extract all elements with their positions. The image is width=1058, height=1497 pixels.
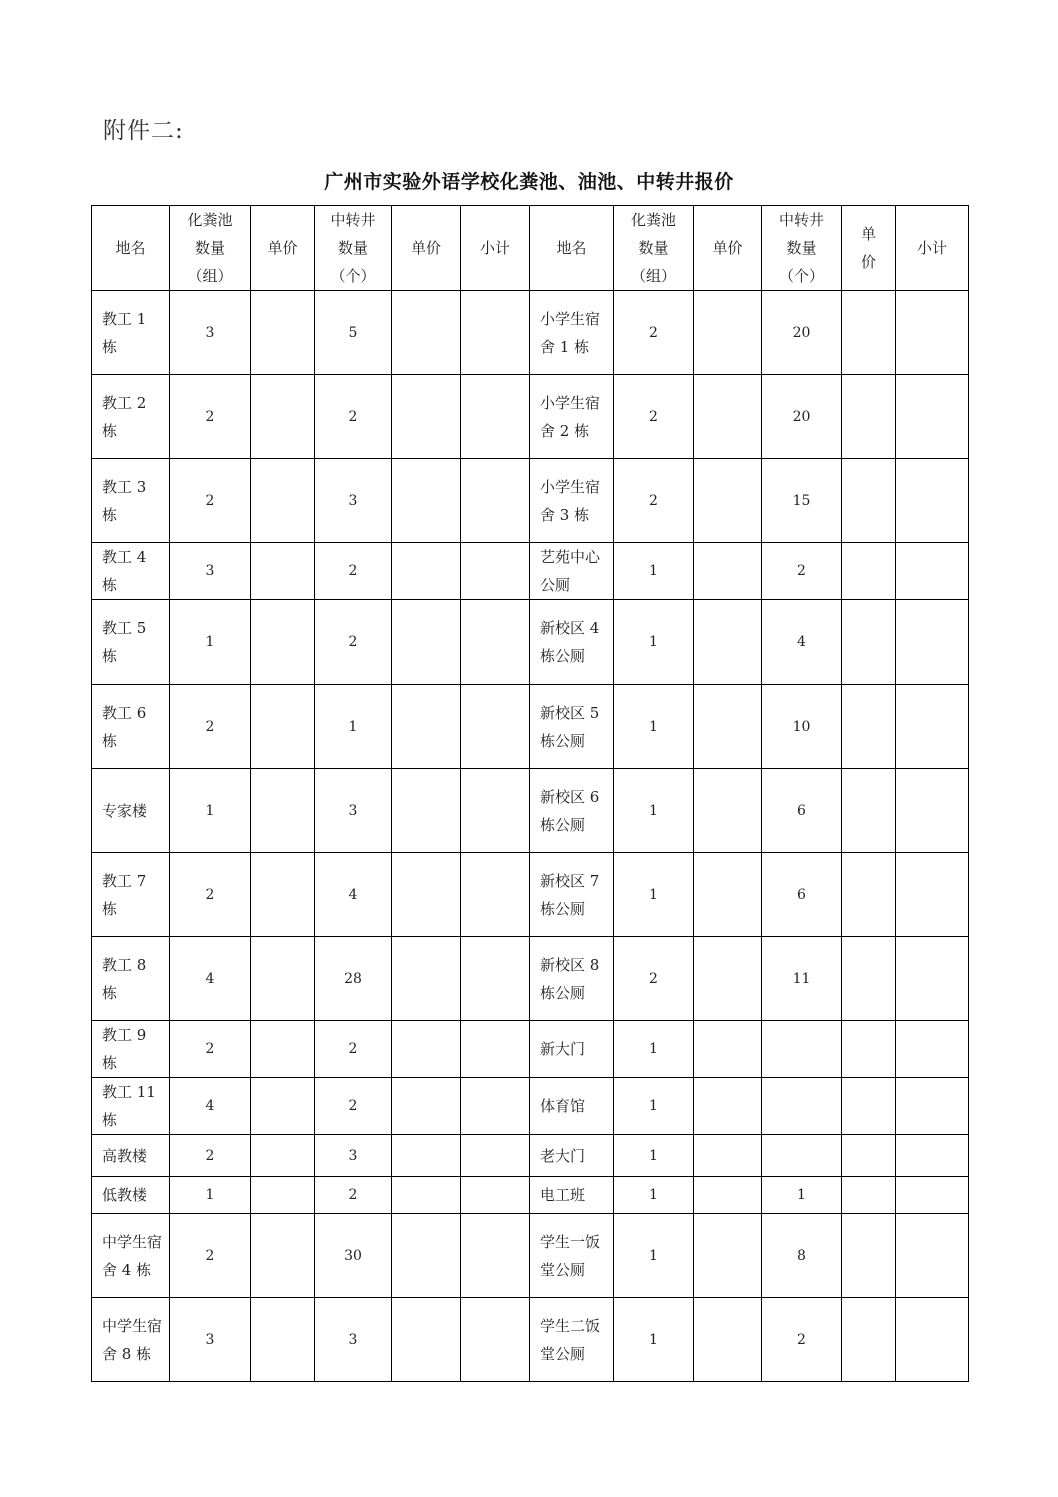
- unit-price-cell: [842, 1078, 896, 1135]
- place-name-right: 新校区 6 栋公厕: [530, 769, 614, 853]
- table-row: [92, 1298, 969, 1382]
- table-row: [92, 1078, 969, 1135]
- place-name-left: 中学生宿舍 8 栋: [92, 1298, 170, 1382]
- unit-price-cell: [694, 291, 762, 375]
- unit-price-cell: [694, 769, 762, 853]
- unit-price-cell: [842, 375, 896, 459]
- unit-price-cell: [842, 543, 896, 600]
- table-row: [92, 375, 969, 459]
- unit-price-cell: [251, 1214, 315, 1298]
- subtotal-cell: [896, 685, 969, 769]
- septic-qty-left: 4: [170, 937, 251, 1021]
- subtotal-cell: [461, 853, 530, 937]
- unit-price-cell: [694, 937, 762, 1021]
- transfer-qty-left: 3: [315, 1298, 392, 1382]
- unit-price-cell: [842, 1135, 896, 1177]
- unit-price-cell: [392, 459, 461, 543]
- unit-price-cell: [842, 1214, 896, 1298]
- unit-price-cell: [251, 1298, 315, 1382]
- header-transfer-qty-right: 中转井 数量 （个）: [762, 206, 842, 291]
- table-row: [92, 853, 969, 937]
- transfer-qty-left: 1: [315, 685, 392, 769]
- place-name-right: 小学生宿舍 2 栋: [530, 375, 614, 459]
- unit-price-cell: [251, 1135, 315, 1177]
- header-transfer-qty-left: 中转井 数量 （个）: [315, 206, 392, 291]
- header-septic-qty-right: 化粪池 数量 （组）: [614, 206, 694, 291]
- place-name-left: 专家楼: [92, 769, 170, 853]
- transfer-qty-right: 4: [762, 600, 842, 685]
- septic-qty-right: 1: [614, 1298, 694, 1382]
- unit-price-cell: [251, 769, 315, 853]
- transfer-qty-left: 3: [315, 769, 392, 853]
- subtotal-cell: [896, 937, 969, 1021]
- subtotal-cell: [896, 1298, 969, 1382]
- transfer-qty-left: 5: [315, 291, 392, 375]
- place-name-right: 新校区 7 栋公厕: [530, 853, 614, 937]
- unit-price-cell: [842, 1021, 896, 1078]
- transfer-qty-left: 2: [315, 1078, 392, 1135]
- subtotal-cell: [461, 600, 530, 685]
- septic-qty-left: 4: [170, 1078, 251, 1135]
- septic-qty-right: 2: [614, 459, 694, 543]
- transfer-qty-right: 11: [762, 937, 842, 1021]
- unit-price-cell: [392, 1021, 461, 1078]
- subtotal-cell: [896, 600, 969, 685]
- place-name-right: 老大门: [530, 1135, 614, 1177]
- place-name-left: 教工 4 栋: [92, 543, 170, 600]
- septic-qty-left: 2: [170, 1214, 251, 1298]
- subtotal-cell: [461, 1021, 530, 1078]
- transfer-qty-right: 6: [762, 853, 842, 937]
- document-title: 广州市实验外语学校化粪池、油池、中转井报价: [324, 171, 734, 193]
- table-row: [92, 543, 969, 600]
- table-row: [92, 1214, 969, 1298]
- unit-price-cell: [392, 685, 461, 769]
- table-row: [92, 1021, 969, 1078]
- subtotal-cell: [896, 291, 969, 375]
- place-name-left: 教工 7 栋: [92, 853, 170, 937]
- place-name-right: 小学生宿舍 3 栋: [530, 459, 614, 543]
- place-name-right: 体育馆: [530, 1078, 614, 1135]
- unit-price-cell: [251, 543, 315, 600]
- unit-price-cell: [392, 543, 461, 600]
- septic-qty-left: 2: [170, 375, 251, 459]
- unit-price-cell: [392, 1078, 461, 1135]
- subtotal-cell: [896, 1078, 969, 1135]
- unit-price-cell: [694, 375, 762, 459]
- unit-price-cell: [392, 853, 461, 937]
- septic-qty-left: 1: [170, 600, 251, 685]
- unit-price-cell: [392, 291, 461, 375]
- unit-price-cell: [694, 1021, 762, 1078]
- transfer-qty-left: 28: [315, 937, 392, 1021]
- header-unit-price-left-2: 单价: [392, 206, 461, 291]
- table-row: [92, 291, 969, 375]
- place-name-left: 高教楼: [92, 1135, 170, 1177]
- unit-price-cell: [392, 375, 461, 459]
- place-name-right: 新校区 8 栋公厕: [530, 937, 614, 1021]
- unit-price-cell: [251, 1078, 315, 1135]
- unit-price-cell: [842, 459, 896, 543]
- subtotal-cell: [461, 291, 530, 375]
- place-name-right: 学生二饭堂公厕: [530, 1298, 614, 1382]
- place-name-left: 教工 6 栋: [92, 685, 170, 769]
- subtotal-cell: [461, 685, 530, 769]
- place-name-left: 低教楼: [92, 1177, 170, 1214]
- transfer-qty-left: 2: [315, 600, 392, 685]
- subtotal-cell: [461, 1078, 530, 1135]
- unit-price-cell: [842, 685, 896, 769]
- unit-price-cell: [251, 459, 315, 543]
- header-unit-price-right-2: 单 价: [842, 206, 896, 291]
- header-unit-price-right-1: 单价: [694, 206, 762, 291]
- table-row: [92, 1177, 969, 1214]
- transfer-qty-left: 2: [315, 375, 392, 459]
- quotation-table: [91, 205, 969, 1382]
- transfer-qty-right: 1: [762, 1177, 842, 1214]
- septic-qty-left: 2: [170, 1135, 251, 1177]
- subtotal-cell: [896, 1135, 969, 1177]
- septic-qty-left: 1: [170, 769, 251, 853]
- transfer-qty-left: 30: [315, 1214, 392, 1298]
- place-name-right: 艺苑中心公厕: [530, 543, 614, 600]
- transfer-qty-left: 2: [315, 1177, 392, 1214]
- septic-qty-right: 2: [614, 291, 694, 375]
- subtotal-cell: [461, 1135, 530, 1177]
- subtotal-cell: [896, 1214, 969, 1298]
- transfer-qty-right: 20: [762, 291, 842, 375]
- unit-price-cell: [251, 685, 315, 769]
- septic-qty-right: 1: [614, 1177, 694, 1214]
- transfer-qty-right: [762, 1135, 842, 1177]
- unit-price-cell: [694, 1078, 762, 1135]
- septic-qty-right: 2: [614, 937, 694, 1021]
- table-row: [92, 459, 969, 543]
- unit-price-cell: [392, 1214, 461, 1298]
- unit-price-cell: [251, 1021, 315, 1078]
- unit-price-cell: [842, 1298, 896, 1382]
- transfer-qty-left: 2: [315, 1021, 392, 1078]
- septic-qty-right: 1: [614, 1078, 694, 1135]
- subtotal-cell: [461, 769, 530, 853]
- unit-price-cell: [842, 853, 896, 937]
- transfer-qty-right: 6: [762, 769, 842, 853]
- unit-price-cell: [251, 600, 315, 685]
- subtotal-cell: [896, 459, 969, 543]
- transfer-qty-right: [762, 1021, 842, 1078]
- header-row: [92, 206, 969, 291]
- subtotal-cell: [461, 459, 530, 543]
- septic-qty-left: 2: [170, 459, 251, 543]
- subtotal-cell: [896, 543, 969, 600]
- place-name-right: 电工班: [530, 1177, 614, 1214]
- unit-price-cell: [842, 291, 896, 375]
- transfer-qty-right: 2: [762, 543, 842, 600]
- subtotal-cell: [461, 375, 530, 459]
- unit-price-cell: [694, 1298, 762, 1382]
- place-name-right: 新校区 4 栋公厕: [530, 600, 614, 685]
- transfer-qty-right: 8: [762, 1214, 842, 1298]
- transfer-qty-left: 3: [315, 1135, 392, 1177]
- transfer-qty-left: 4: [315, 853, 392, 937]
- place-name-left: 教工 1 栋: [92, 291, 170, 375]
- unit-price-cell: [694, 1214, 762, 1298]
- unit-price-cell: [251, 1177, 315, 1214]
- septic-qty-left: 3: [170, 291, 251, 375]
- unit-price-cell: [842, 769, 896, 853]
- unit-price-cell: [392, 1298, 461, 1382]
- transfer-qty-right: [762, 1078, 842, 1135]
- unit-price-cell: [694, 1135, 762, 1177]
- unit-price-cell: [842, 1177, 896, 1214]
- place-name-right: 小学生宿舍 1 栋: [530, 291, 614, 375]
- place-name-left: 教工 2 栋: [92, 375, 170, 459]
- septic-qty-right: 1: [614, 1021, 694, 1078]
- table-row: [92, 1135, 969, 1177]
- attachment-label: 附件二:: [103, 118, 184, 144]
- place-name-left: 教工 5 栋: [92, 600, 170, 685]
- header-septic-qty-left: 化粪池 数量 （组）: [170, 206, 251, 291]
- unit-price-cell: [694, 600, 762, 685]
- unit-price-cell: [251, 937, 315, 1021]
- place-name-left: 教工 8 栋: [92, 937, 170, 1021]
- table-row: [92, 600, 969, 685]
- subtotal-cell: [896, 853, 969, 937]
- transfer-qty-left: 3: [315, 459, 392, 543]
- septic-qty-right: 1: [614, 685, 694, 769]
- transfer-qty-right: 10: [762, 685, 842, 769]
- transfer-qty-right: 2: [762, 1298, 842, 1382]
- septic-qty-left: 3: [170, 1298, 251, 1382]
- subtotal-cell: [461, 1177, 530, 1214]
- subtotal-cell: [461, 1298, 530, 1382]
- unit-price-cell: [842, 937, 896, 1021]
- unit-price-cell: [251, 291, 315, 375]
- septic-qty-left: 1: [170, 1177, 251, 1214]
- place-name-right: 新大门: [530, 1021, 614, 1078]
- header-place-right: 地名: [530, 206, 614, 291]
- septic-qty-right: 1: [614, 769, 694, 853]
- subtotal-cell: [896, 769, 969, 853]
- place-name-left: 中学生宿舍 4 栋: [92, 1214, 170, 1298]
- place-name-left: 教工 11 栋: [92, 1078, 170, 1135]
- subtotal-cell: [461, 1214, 530, 1298]
- unit-price-cell: [392, 600, 461, 685]
- septic-qty-right: 2: [614, 375, 694, 459]
- unit-price-cell: [694, 459, 762, 543]
- septic-qty-left: 2: [170, 685, 251, 769]
- septic-qty-left: 2: [170, 853, 251, 937]
- septic-qty-right: 1: [614, 600, 694, 685]
- header-unit-price-left-1: 单价: [251, 206, 315, 291]
- subtotal-cell: [461, 543, 530, 600]
- unit-price-cell: [694, 1177, 762, 1214]
- septic-qty-left: 3: [170, 543, 251, 600]
- subtotal-cell: [896, 375, 969, 459]
- transfer-qty-right: 15: [762, 459, 842, 543]
- unit-price-cell: [392, 769, 461, 853]
- header-place-left: 地名: [92, 206, 170, 291]
- place-name-left: 教工 9 栋: [92, 1021, 170, 1078]
- header-subtotal-left: 小计: [461, 206, 530, 291]
- place-name-right: 新校区 5 栋公厕: [530, 685, 614, 769]
- subtotal-cell: [896, 1021, 969, 1078]
- septic-qty-right: 1: [614, 853, 694, 937]
- septic-qty-right: 1: [614, 543, 694, 600]
- septic-qty-right: 1: [614, 1135, 694, 1177]
- table-row: [92, 769, 969, 853]
- table-row: [92, 685, 969, 769]
- transfer-qty-right: 20: [762, 375, 842, 459]
- place-name-left: 教工 3 栋: [92, 459, 170, 543]
- table-row: [92, 937, 969, 1021]
- unit-price-cell: [694, 685, 762, 769]
- unit-price-cell: [251, 853, 315, 937]
- unit-price-cell: [392, 1135, 461, 1177]
- subtotal-cell: [896, 1177, 969, 1214]
- transfer-qty-left: 2: [315, 543, 392, 600]
- unit-price-cell: [842, 600, 896, 685]
- place-name-right: 学生一饭堂公厕: [530, 1214, 614, 1298]
- subtotal-cell: [461, 937, 530, 1021]
- unit-price-cell: [392, 1177, 461, 1214]
- septic-qty-right: 1: [614, 1214, 694, 1298]
- unit-price-cell: [694, 543, 762, 600]
- unit-price-cell: [392, 937, 461, 1021]
- unit-price-cell: [251, 375, 315, 459]
- unit-price-cell: [694, 853, 762, 937]
- septic-qty-left: 2: [170, 1021, 251, 1078]
- header-subtotal-right: 小计: [896, 206, 969, 291]
